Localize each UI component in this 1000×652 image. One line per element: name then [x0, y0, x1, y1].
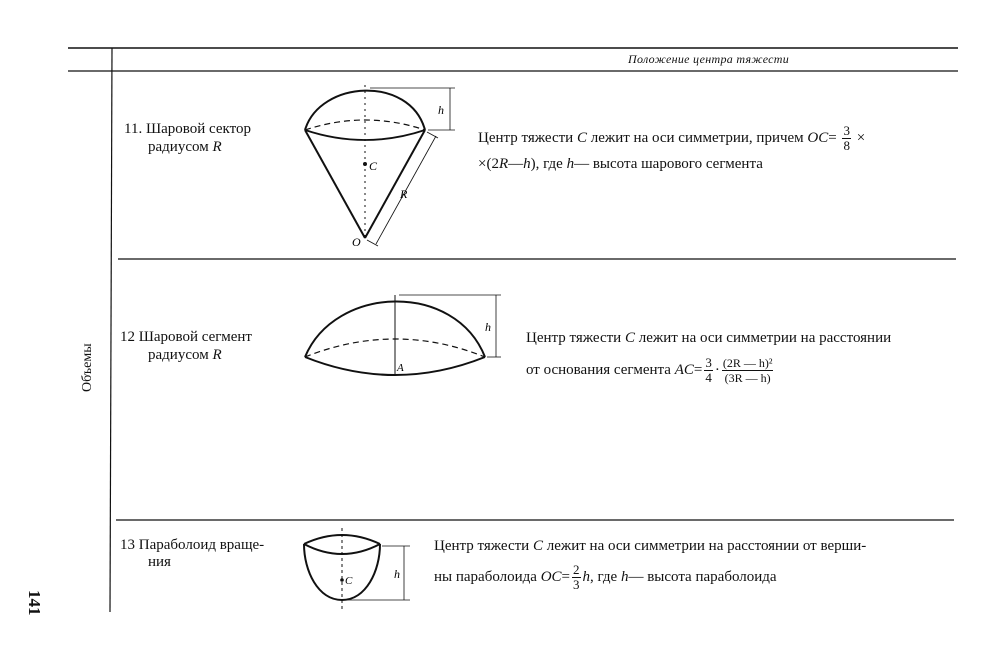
desc-var-oc: OC: [540, 568, 562, 585]
desc-minus: —: [508, 156, 524, 172]
row-12-name-2: [148, 346, 222, 364]
spherical-segment-figure: [295, 285, 510, 385]
row-11-name-var: R: [212, 139, 222, 155]
column-header: Положение центра тяжести: [628, 52, 790, 66]
row-11-desc-line2: [478, 154, 763, 174]
desc-var-h: h: [566, 156, 575, 172]
sector-label-o: O: [352, 235, 361, 249]
desc-eq: =: [828, 129, 837, 146]
left-column-rule: [110, 48, 112, 612]
row-13-name: [120, 536, 264, 554]
desc-var-r: R: [498, 156, 509, 172]
spherical-sector-figure: [290, 80, 460, 255]
desc-var-h: h: [620, 568, 629, 585]
sector-label-r: R: [400, 187, 408, 201]
desc-var-c: C: [532, 538, 543, 554]
desc-text: — высота шарового сегмента: [574, 156, 763, 172]
desc-var-oc: OC: [807, 129, 829, 146]
paraboloid-center-point: [340, 578, 344, 582]
desc-text: Центр тяжести: [526, 330, 622, 346]
desc-text: лежит на оси симметрии, причем: [590, 129, 804, 146]
row-13-name-line2: ния: [148, 554, 171, 570]
row-12-name: [120, 328, 252, 346]
sector-cone-right: [365, 130, 425, 238]
paraboloid-label-c: C: [345, 575, 353, 587]
row-12-name-var: R: [212, 347, 222, 363]
desc-text: — высота параболоида: [628, 568, 777, 585]
row-12-name-line1: Шаровой сегмент: [138, 329, 252, 345]
row-12-number: 12: [120, 329, 135, 345]
sector-label-h: h: [438, 103, 444, 117]
fraction-3-8: $\frac{3}{8}$: [843, 123, 850, 153]
desc-text: лежит на оси симметрии на расстоянии от верши-: [546, 538, 867, 554]
desc-var-h: h: [582, 568, 590, 585]
row-13-name-line1: Параболоид враще-: [138, 537, 265, 553]
row-12-desc-line1: [526, 328, 891, 348]
row-11-name-2: [148, 138, 222, 156]
segment-label-h: h: [485, 320, 491, 334]
row-11-number: 11.: [124, 121, 143, 137]
desc-text: Центр тяжести: [478, 129, 574, 146]
row-13-number: 13: [120, 537, 135, 553]
row-11-name-line2: радиусом: [148, 139, 209, 155]
fraction-3-4: $\frac{3}{4}$: [705, 355, 712, 385]
fraction-2r-h: $\frac{\text{(2R — h)²}}{(3R — h)}$: [722, 356, 773, 385]
desc-dot: ·: [714, 361, 720, 378]
row-13-desc-line2: [434, 563, 777, 592]
desc-text: от основания сегмента: [526, 361, 671, 378]
row-13-name-2: [148, 553, 171, 571]
desc-var-c: C: [624, 330, 635, 346]
desc-text: ×(2: [478, 156, 499, 172]
desc-var-c: C: [576, 129, 587, 146]
desc-text: ), где: [530, 156, 563, 172]
desc-var-ac: AC: [674, 361, 694, 378]
row-12-name-line2: радиусом: [148, 347, 209, 363]
r-dim-ext-top: [427, 132, 438, 138]
paraboloid-label-h: h: [394, 567, 400, 581]
desc-eq: =: [561, 568, 570, 585]
row-11-name: [124, 120, 251, 138]
desc-text: Центр тяжести: [434, 538, 530, 554]
paraboloid-figure: [298, 526, 418, 616]
desc-text: ны параболоида: [434, 568, 537, 585]
fraction-2-3: $\frac{2}{3}$: [573, 562, 580, 592]
desc-text: , где: [590, 568, 618, 585]
row-12-desc-line2: [526, 356, 775, 385]
page-number: 141: [25, 590, 44, 616]
sector-label-c: C: [369, 159, 378, 173]
category-label: Объемы: [80, 343, 95, 392]
segment-label-a: A: [397, 362, 404, 374]
desc-text: лежит на оси симметрии на расстоянии: [638, 330, 892, 346]
sector-center-point: [363, 162, 367, 166]
row-11-name-line1: Шаровой сектор: [145, 121, 251, 137]
sector-cone-left: [305, 130, 365, 238]
row-13-desc-line1: [434, 536, 866, 556]
desc-var-h: h: [523, 156, 531, 172]
desc-times: ×: [856, 129, 866, 146]
desc-eq: =: [693, 361, 703, 378]
row-11-desc-line1: [478, 124, 865, 153]
